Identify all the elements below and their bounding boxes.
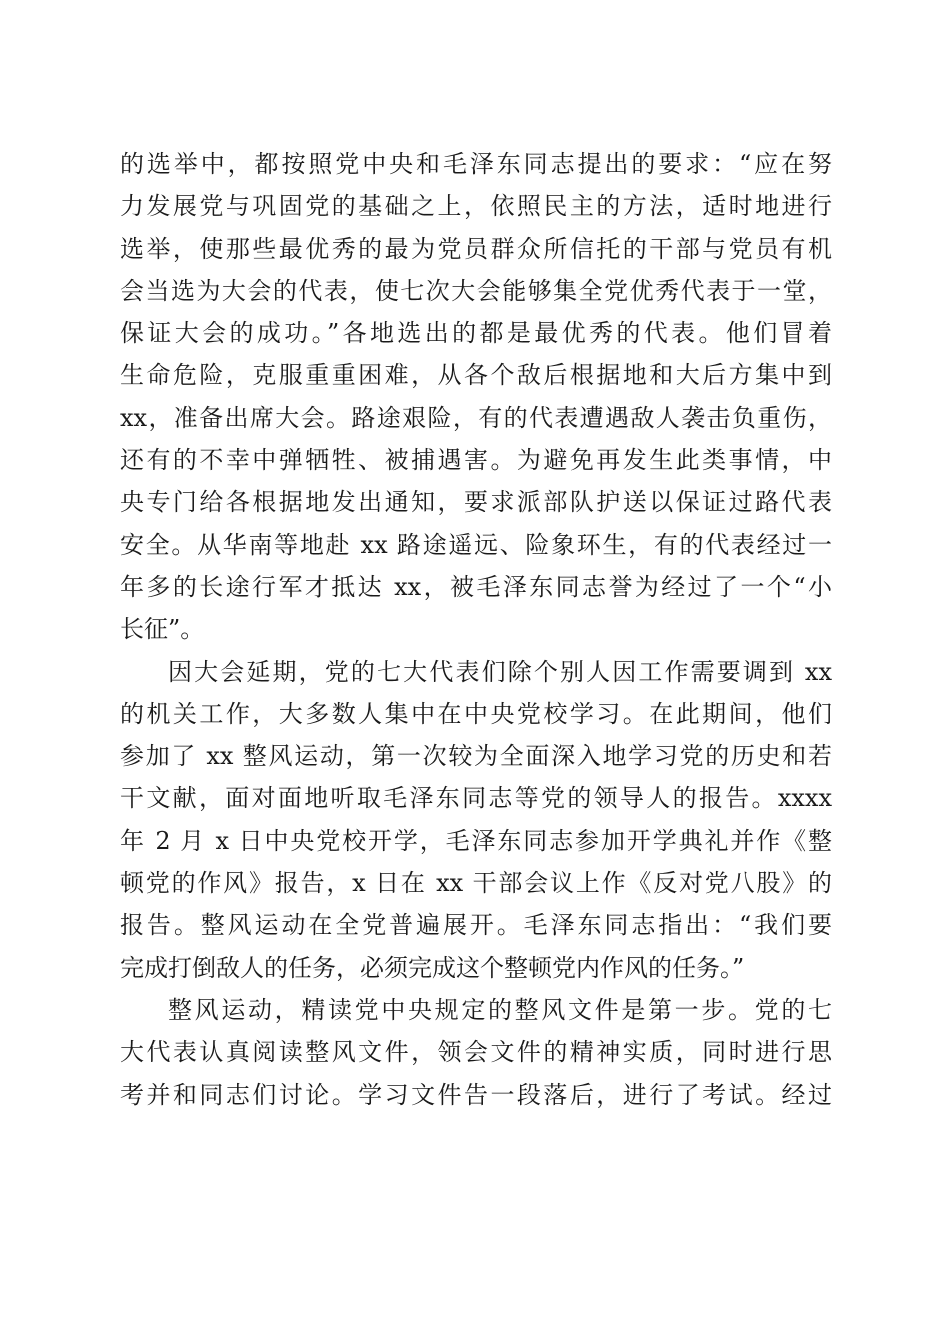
text-line: 选举，使那些最优秀的最为党员群众所信托的干部与党员有机	[120, 234, 832, 263]
text-line: 保证大会的成功。”各地选出的都是最优秀的代表。他们冒着	[120, 319, 832, 348]
text-line: 完成打倒敌人的任务，必须完成这个整顿党内作风的任务。”	[120, 953, 745, 982]
paragraph-start-line: 因大会延期，党的七大代表们除个别人因工作需要调到 xx	[168, 657, 832, 686]
text-line: 安全。从华南等地赴 xx 路途遥远、险象环生，有的代表经过一	[120, 530, 832, 559]
text-line: 还有的不幸中弹牺牲、被捕遇害。为避免再发生此类事情，中	[120, 446, 832, 475]
paragraph-start-line: 整风运动，精读党中央规定的整风文件是第一步。党的七	[168, 995, 832, 1024]
text-line: 央专门给各根据地发出通知，要求派部队护送以保证过路代表	[120, 488, 832, 517]
text-line: 的机关工作，大多数人集中在中央党校学习。在此期间，他们	[120, 699, 832, 728]
text-line: 干文献，面对面地听取毛泽东同志等党的领导人的报告。xxxx	[120, 784, 832, 813]
text-line: 年 2 月 x 日中央党校开学，毛泽东同志参加开学典礼并作《整	[120, 826, 832, 855]
text-line: 会当选为大会的代表，使七次大会能够集全党优秀代表于一堂，	[120, 276, 832, 305]
text-line: 年多的长途行军才抵达 xx，被毛泽东同志誉为经过了一个“小	[120, 572, 832, 601]
body-text	[120, 143, 832, 1116]
text-line: 力发展党与巩固党的基础之上，依照民主的方法，适时地进行	[120, 192, 832, 221]
text-line: 考并和同志们讨论。学习文件告一段落后，进行了考试。经过	[120, 1080, 832, 1109]
text-line: 报告。整风运动在全党普遍展开。毛泽东同志指出：“我们要	[120, 911, 832, 940]
text-line: 参加了 xx 整风运动，第一次较为全面深入地学习党的历史和若	[120, 742, 832, 771]
text-line: 顿党的作风》报告，x 日在 xx 干部会议上作《反对党八股》的	[120, 869, 832, 898]
text-line: 长征”。	[120, 615, 205, 644]
text-line: 大代表认真阅读整风文件，领会文件的精神实质，同时进行思	[120, 1038, 832, 1067]
text-line: xx，准备出席大会。路途艰险，有的代表遭遇敌人袭击负重伤，	[120, 403, 832, 432]
text-line: 生命危险，克服重重困难，从各个敌后根据地和大后方集中到	[120, 361, 832, 390]
text-line: 的选举中，都按照党中央和毛泽东同志提出的要求：“应在努	[120, 150, 832, 178]
